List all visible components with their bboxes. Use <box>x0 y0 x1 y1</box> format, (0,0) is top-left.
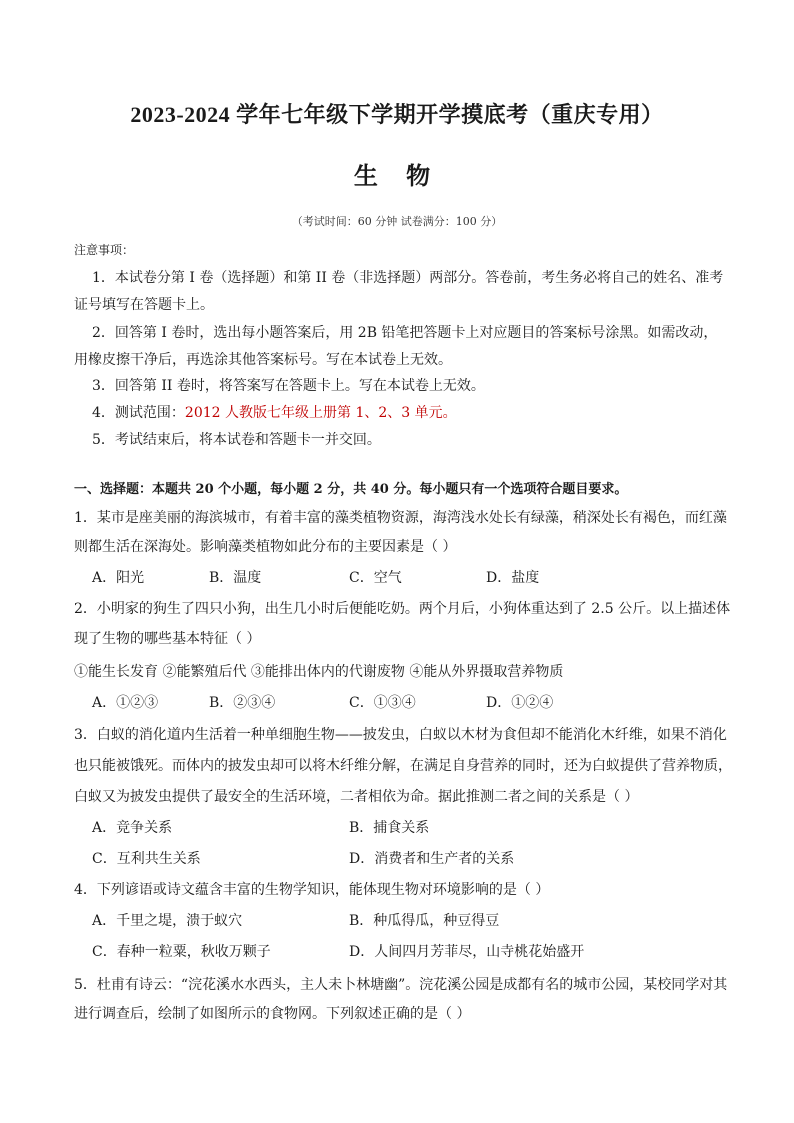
question-5-line: 5．杜甫有诗云：“浣花溪水水西头，主人未卜林塘幽”。浣花溪公园是成都有名的城市公园，某校同学对其 <box>74 977 728 993</box>
scope-prefix: 4．测试范围： <box>92 405 185 421</box>
test-scope: 2012 人教版七年级上册第 1、2、3 单元。 <box>184 405 457 421</box>
q1-option-b: B．温度 <box>209 570 262 586</box>
q2-option-d: D．①②④ <box>486 695 554 711</box>
question-3-line: 也只能被饿死。而体内的披发虫却可以将木纤维分解，在满足自身营养的同时，还为白蚁提供了营养物质， <box>74 758 732 774</box>
question-2-line: 2．小明家的狗生了四只小狗，出生几小时后便能吃奶。两个月后，小狗体重达到了 2.5 公斤。以上描述体 <box>74 601 731 617</box>
exam-meta: （考试时间：60 分钟 试卷满分：100 分） <box>291 215 503 228</box>
q3-option-a: A．竞争关系 <box>92 820 173 836</box>
notice-line: 证号填写在答题卡上。 <box>74 297 214 313</box>
subject-title: 生 物 <box>353 161 441 190</box>
section-heading: 一、选择题：本题共 20 个小题，每小题 2 分，共 40 分。每小题只有一个选项符合题目要求。 <box>74 482 628 497</box>
notice-line-scope <box>92 403 457 423</box>
exam-title: 2023-2024 学年七年级下学期开学摸底考（重庆专用） <box>130 102 664 127</box>
notice-heading: 注意事项： <box>74 243 135 257</box>
q1-option-a: A．阳光 <box>92 570 145 586</box>
question-4-line: 4．下列谚语或诗文蕴含丰富的生物学知识，能体现生物对环境影响的是（ ） <box>74 882 550 898</box>
notice-line: 3．回答第 II 卷时，将答案写在答题卡上。写在本试卷上无效。 <box>92 378 485 394</box>
q2-option-a: A．①②③ <box>92 695 159 711</box>
question-1-line: 1．某市是座美丽的海滨城市，有着丰富的藻类植物资源，海湾浅水处长有绿藻，稍深处长有褐色，而红藻 <box>74 510 727 526</box>
notice-line: 用橡皮擦干净后，再选涂其他答案标号。写在本试卷上无效。 <box>74 352 452 368</box>
q4-option-d: D．人间四月芳菲尽，山寺桃花始盛开 <box>349 944 585 960</box>
notice-line: 2．回答第 I 卷时，选出每小题答案后，用 2B 铅笔把答题卡上对应题目的答案标号涂黑。如需改动， <box>92 325 718 341</box>
q1-option-d: D．盐度 <box>486 570 540 586</box>
question-1-line: 则都生活在深海处。影响藻类植物如此分布的主要因素是（ ） <box>74 539 457 555</box>
question-2-line: ①能生长发育 ②能繁殖后代 ③能排出体内的代谢废物 ④能从外界摄取营养物质 <box>74 664 564 680</box>
q4-option-a: A．千里之堤，溃于蚁穴 <box>92 913 243 929</box>
question-5-line: 进行调查后，绘制了如图所示的食物网。下列叙述正确的是（ ） <box>74 1006 471 1022</box>
q1-option-c: C．空气 <box>349 570 402 586</box>
question-3-line: 3．白蚁的消化道内生活着一种单细胞生物——披发虫，白蚁以木材为食但却不能消化木纤维，如果不消化 <box>74 727 727 743</box>
q2-option-c: C．①③④ <box>349 695 416 711</box>
q2-option-b: B．②③④ <box>209 695 276 711</box>
q4-option-c: C．春种一粒粟，秋收万颗子 <box>92 944 271 960</box>
q4-option-b: B．种瓜得瓜，种豆得豆 <box>349 913 500 929</box>
notice-line: 1．本试卷分第 I 卷（选择题）和第 II 卷（非选择题）两部分。答卷前，考生务必将自己的姓名、准考 <box>92 270 724 286</box>
q3-option-b: B．捕食关系 <box>349 820 430 836</box>
question-3-line: 白蚁又为披发虫提供了最安全的生活环境，二者相依为命。据此推测二者之间的关系是（ ） <box>74 789 639 805</box>
notice-line: 5．考试结束后，将本试卷和答题卡一并交回。 <box>92 432 381 448</box>
q3-option-c: C．互利共生关系 <box>92 851 201 867</box>
question-2-line: 现了生物的哪些基本特征（ ） <box>74 631 261 647</box>
q3-option-d: D．消费者和生产者的关系 <box>349 851 515 867</box>
